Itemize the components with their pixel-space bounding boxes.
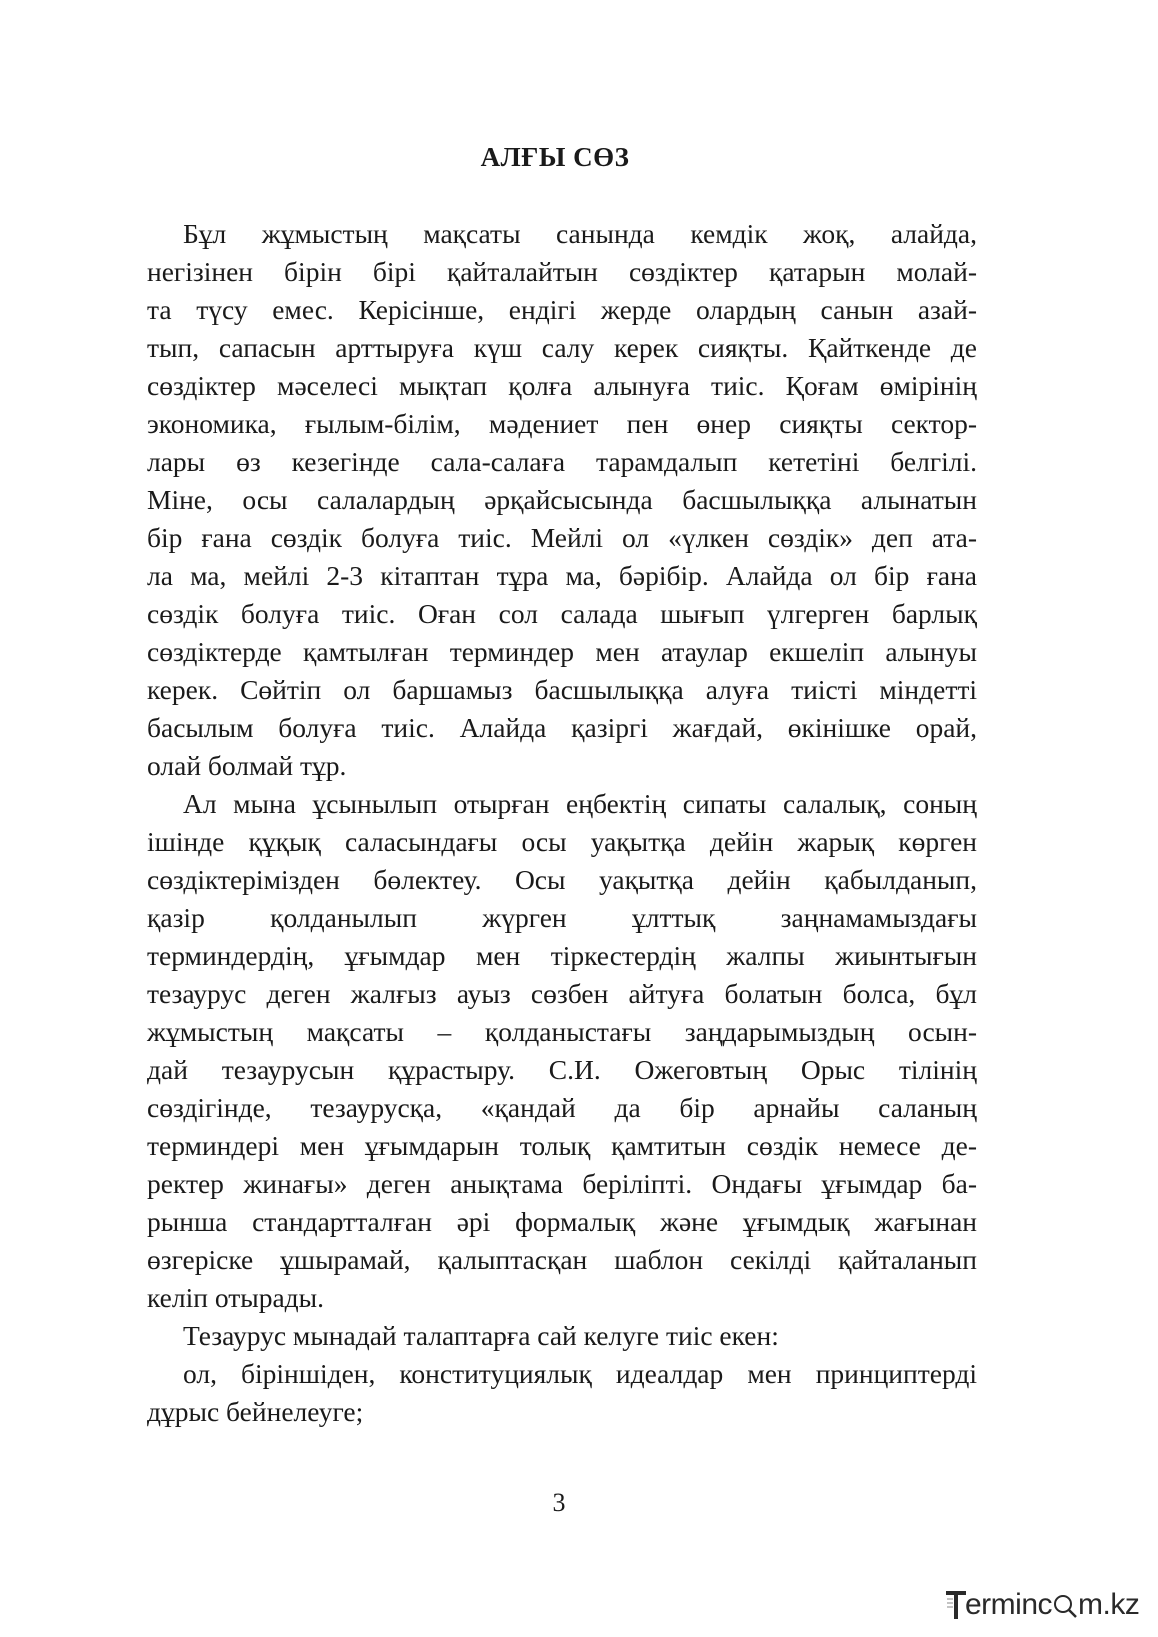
text-line: терминдердің, ұғымдар мен тіркестердің жалпы жиынтығын — [147, 940, 977, 971]
text-line: негізінен бірін бірі қайталайтын сөздіктер қатарын молай- — [147, 256, 977, 287]
text-line: сөздіктерімізден бөлектеу. Осы уақытқа дейін қабылданып, — [147, 864, 977, 895]
text-line: келіп отырады. — [147, 1282, 325, 1313]
watermark-text-part1: erminc — [965, 1588, 1053, 1621]
text-line: дұрыс бейнелеуге; — [147, 1396, 364, 1427]
watermark-text-part2: m.kz — [1078, 1588, 1140, 1621]
watermark-text — [965, 1587, 1139, 1623]
text-line: дай тезаурусын құрастыру. С.И. Ожеговтың Орыс тілінің — [147, 1054, 977, 1085]
text-line: ішінде құқық саласындағы осы уақытқа дейін жарық көрген — [147, 826, 977, 857]
text-line: тып, сапасын арттыруға күш салу керек сияқты. Қайткенде де — [147, 332, 977, 363]
text-line: басылым болуға тиіс. Алайда қазіргі жағдай, өкінішке орай, — [147, 712, 977, 743]
text-line: қазір қолданылып жүрген ұлттық заңнамамыздағы — [147, 902, 977, 933]
page-title: АЛҒЫ СӨЗ — [480, 142, 630, 172]
text-line: сөздіктер мәселесі мықтап қолға алынуға тиіс. Қоғам өмірінің — [147, 370, 977, 401]
text-line: лары өз кезегінде сала-салаға тарамдалып кететіні белгілі. — [147, 446, 977, 477]
text-line: Тезаурус мынадай талаптарға сай келуге тиіс екен: — [183, 1320, 779, 1351]
text-line: ол, біріншіден, конституциялық идеалдар мен принциптерді — [183, 1358, 977, 1389]
body-text — [147, 215, 977, 1431]
text-line: жұмыстың мақсаты – қолданыстағы заңдарымыздың осын- — [147, 1016, 977, 1047]
text-line: Бұл жұмыстың мақсаты санында кемдік жоқ, алайда, — [183, 218, 977, 249]
text-line: рынша стандартталған әрі формалық және ұғымдық жағынан — [147, 1206, 977, 1237]
magnifier-icon — [1052, 1592, 1078, 1618]
text-line: сөздіктерде қамтылған терминдер мен атаулар екшеліп алынуы — [147, 636, 977, 667]
text-line: керек. Сөйтіп ол баршамыз басшылыққа алуға тиісті міндетті — [147, 674, 977, 705]
text-line: Ал мына ұсынылып отырған еңбектің сипаты салалық, соның — [183, 788, 977, 819]
watermark-logo[interactable] — [945, 1585, 1145, 1629]
text-line: олай болмай тұр. — [147, 750, 347, 781]
text-line: экономика, ғылым-білім, мәдениет пен өнер сияқты сектор- — [147, 408, 977, 439]
text-line: ректер жинағы» деген анықтама беріліпті. Ондағы ұғымдар ба- — [147, 1168, 977, 1199]
text-line: сөздігінде, тезаурусқа, «қандай да бір арнайы саланың — [147, 1092, 977, 1123]
text-line: Міне, осы салалардың әрқайсысында басшылыққа алынатын — [147, 484, 977, 515]
text-line: та түсу емес. Керісінше, ендігі жерде олардың санын азай- — [147, 294, 977, 325]
text-line: сөздік болуға тиіс. Оған сол салада шығып үлгерген барлық — [147, 598, 977, 629]
text-line: терминдері мен ұғымдарын толық қамтитын сөздік немесе де- — [147, 1130, 977, 1161]
text-line: тезаурус деген жалғыз ауыз сөзбен айтуға болатын болса, бұл — [147, 978, 977, 1009]
watermark-t-logo-icon — [945, 1589, 967, 1621]
text-line: өзгеріске ұшырамай, қалыптасқан шаблон секілді қайталанып — [147, 1244, 977, 1275]
page-number: 3 — [552, 1488, 566, 1517]
text-line: ла ма, мейлі 2-3 кітаптан тұра ма, бәрібір. Алайда ол бір ғана — [147, 560, 977, 591]
text-line: бір ғана сөздік болуға тиіс. Мейлі ол «үлкен сөздік» деп ата- — [147, 522, 977, 553]
